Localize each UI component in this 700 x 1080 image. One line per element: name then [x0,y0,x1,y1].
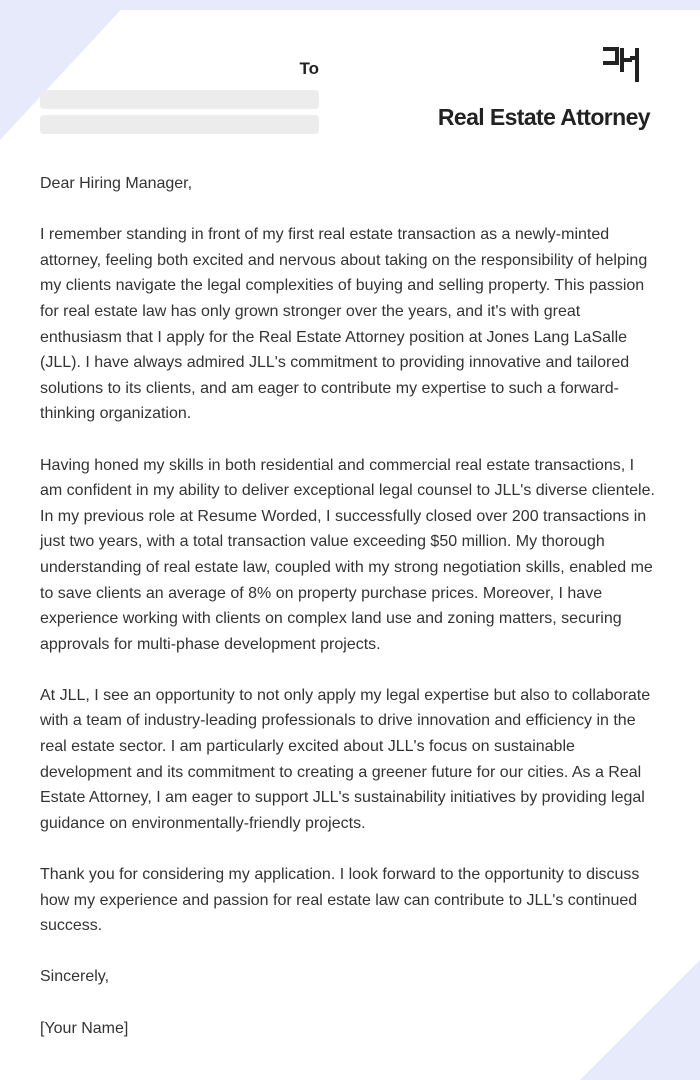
salutation: Dear Hiring Manager, [40,175,193,192]
to-label: To [299,59,319,78]
letter-body [40,171,660,1067]
paragraph-4: Thank you for considering my application. I look forward to the opportunity to discuss how my experience and passion for real estate law can contribute to JLL's continued success. [40,866,640,935]
paragraph-1: I remember standing in front of my first real estate transaction as a newly-minted attorney, feeling both excited and nervous about taking on the responsibility of helping my clients navigate the legal complexities of buying and selling property. This passion for real estate law has only grown stronger over the years, and it's with great enthusiasm that I apply for the Real Estate Attorney position at Jones Lang LaSalle (JLL). I have always admired JLL's commitment to providing innovative and tailored solutions to its clients, and am eager to contribute my expertise to such a forward-thinking organization. [40,226,648,423]
brand-logo-icon [601,46,647,84]
job-title: Real Estate Attorney [437,104,650,130]
signature: [Your Name] [40,1019,129,1037]
recipient-field-2[interactable] [40,115,319,134]
recipient-field-1[interactable] [40,90,319,109]
paragraph-2: Having honed my skills in both residential and commercial real estate transactions, I am confident in my ability to deliver exceptional legal counsel to JLL's diverse clientele. In my previous role at Resume Worded, I successfully closed over 200 transactions in just two years, with a total transaction value exceeding $50 million. My thorough understanding of real estate law, coupled with my strong negotiation skills, enabled me to save clients an average of 8% on property purchase prices. Moreover, I have experience working with clients on complex land use and zoning matters, securing approvals for multi-phase development projects. [40,456,655,653]
paragraph-3: At JLL, I see an opportunity to not only apply my legal expertise but also to collaborate with a team of industry-leading professionals to drive innovation and efficiency in the real estate sector. I am particularly excited about JLL's focus on sustainable development and its commitment to creating a greener future for our cities. As a Real Estate Attorney, I am eager to support JLL's sustainability initiatives by providing legal guidance on environmentally-friendly projects. [40,686,651,832]
closing: Sincerely, [40,968,110,986]
